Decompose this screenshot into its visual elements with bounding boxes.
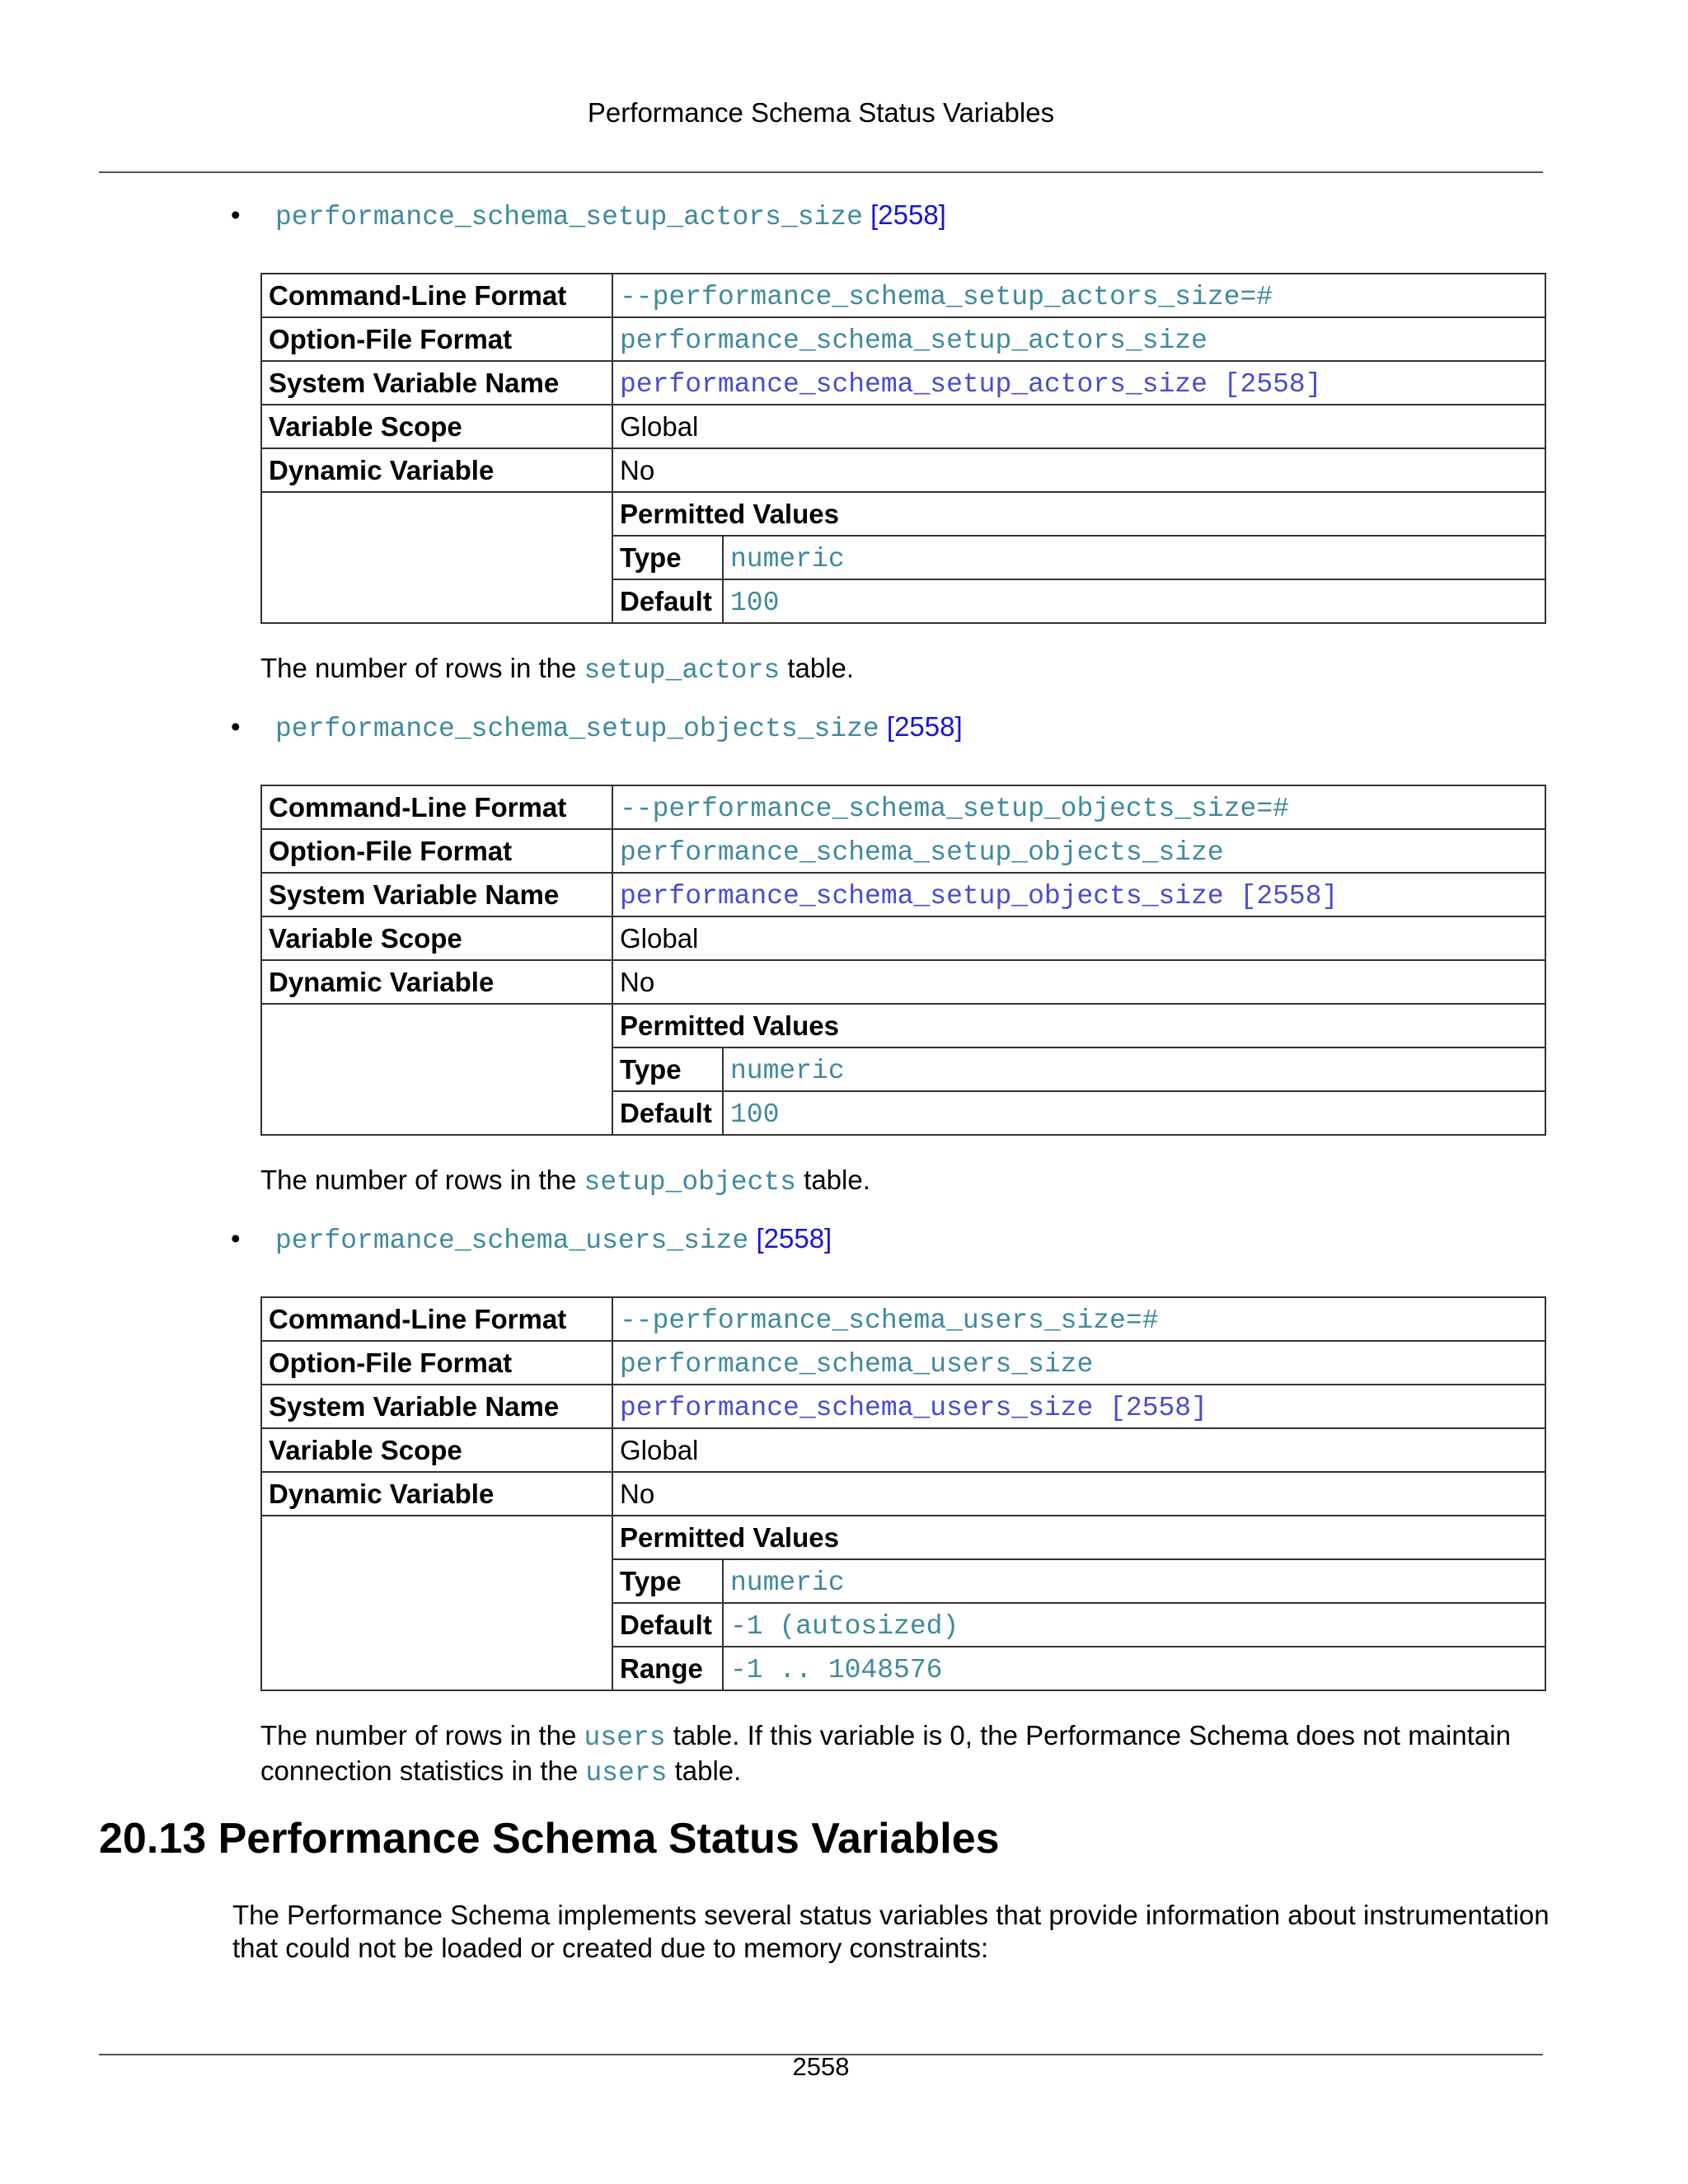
table-row — [261, 274, 1545, 317]
variable-description: The number of rows in the users table. If this variable is 0, the Performance Schema does not maintain connection statistics in the users table. — [260, 1720, 1511, 1788]
bullet-icon: • — [231, 711, 241, 742]
permitted-label: Default — [612, 1603, 723, 1647]
table-row — [261, 873, 1545, 916]
empty-cell — [261, 1004, 612, 1135]
row-label: Dynamic Variable — [261, 960, 612, 1004]
row-label: System Variable Name — [261, 873, 612, 916]
section-title: 20.13 Performance Schema Status Variables — [99, 1815, 1000, 1863]
command-line-format-value[interactable]: --performance_schema_setup_actors_size=# — [620, 281, 1273, 312]
variable-scope-value: Global — [612, 405, 1545, 448]
dynamic-variable-value: No — [612, 1472, 1545, 1516]
table-row — [261, 448, 1545, 492]
command-line-format-value[interactable]: --performance_schema_users_size=# — [620, 1305, 1159, 1336]
table-row — [261, 361, 1545, 405]
table-name-link[interactable]: setup_actors — [584, 655, 781, 686]
variable-scope-value: Global — [612, 916, 1545, 960]
row-label: Command-Line Format — [261, 785, 612, 829]
variable-properties-table — [260, 273, 1546, 624]
page-content — [0, 194, 1688, 1965]
row-label: Variable Scope — [261, 916, 612, 960]
table-row — [261, 1297, 1545, 1341]
table-row — [261, 829, 1545, 873]
permitted-default-value: -1 (autosized) — [730, 1610, 959, 1642]
permitted-type-value: numeric — [730, 1567, 845, 1598]
permitted-default-value: 100 — [730, 1099, 780, 1130]
variable-name-link[interactable]: performance_schema_users_size — [275, 1226, 749, 1256]
page-number: 2558 — [792, 2052, 850, 2081]
bullet-icon: • — [231, 199, 241, 230]
system-variable-name-link[interactable]: performance_schema_setup_objects_size [2558] — [620, 880, 1339, 912]
variable-heading — [231, 194, 1688, 237]
page-header: Performance Schema Status Variables — [587, 97, 1055, 128]
table-row — [261, 960, 1545, 1004]
table-row — [261, 1004, 1545, 1047]
page-ref-link[interactable]: [2558] — [870, 199, 946, 230]
empty-cell — [261, 1516, 612, 1690]
permitted-label: Type — [612, 536, 723, 579]
command-line-format-value[interactable]: --performance_schema_setup_objects_size=# — [620, 793, 1289, 824]
variable-scope-value: Global — [612, 1428, 1545, 1472]
table-row — [261, 317, 1545, 361]
table-row — [261, 1341, 1545, 1385]
permitted-range-value: -1 .. 1048576 — [730, 1654, 943, 1685]
table-row — [261, 405, 1545, 448]
row-label: Option-File Format — [261, 829, 612, 873]
permitted-type-value: numeric — [730, 1055, 845, 1086]
row-label: Dynamic Variable — [261, 448, 612, 492]
table-name-link[interactable]: users — [585, 1758, 668, 1788]
option-file-format-value[interactable]: performance_schema_setup_actors_size — [620, 325, 1207, 356]
table-row — [261, 1516, 1545, 1559]
row-label: System Variable Name — [261, 361, 612, 405]
table-row — [261, 492, 1545, 536]
permitted-label: Type — [612, 1559, 723, 1603]
permitted-default-value: 100 — [730, 587, 780, 618]
variable-properties-table — [260, 785, 1546, 1136]
section-intro: The Performance Schema implements several status variables that provide information about instrumentation that could not be loaded or created due to memory constraints: — [232, 1900, 1550, 1963]
row-label: Command-Line Format — [261, 1297, 612, 1341]
page-ref-link[interactable]: [2558] — [886, 711, 963, 742]
variable-heading — [231, 1217, 1688, 1260]
table-row — [261, 1472, 1545, 1516]
row-label: System Variable Name — [261, 1385, 612, 1428]
permitted-type-value: numeric — [730, 543, 845, 574]
permitted-label: Range — [612, 1647, 723, 1690]
dynamic-variable-value: No — [612, 448, 1545, 492]
permitted-values-heading: Permitted Values — [612, 1516, 1545, 1559]
table-name-link[interactable]: setup_objects — [584, 1167, 796, 1197]
option-file-format-value[interactable]: performance_schema_users_size — [620, 1348, 1094, 1380]
empty-cell — [261, 492, 612, 623]
row-label: Command-Line Format — [261, 274, 612, 317]
table-name-link[interactable]: users — [584, 1722, 666, 1753]
variable-description: The number of rows in the setup_objects table. — [260, 1165, 870, 1197]
permitted-values-heading: Permitted Values — [612, 492, 1545, 536]
bullet-icon: • — [231, 1223, 241, 1254]
row-label: Variable Scope — [261, 405, 612, 448]
table-row — [261, 785, 1545, 829]
header-rule — [99, 171, 1543, 173]
page-ref-link[interactable]: [2558] — [756, 1223, 832, 1254]
system-variable-name-link[interactable]: performance_schema_users_size [2558] — [620, 1392, 1207, 1423]
permitted-values-heading: Permitted Values — [612, 1004, 1545, 1047]
row-label: Option-File Format — [261, 1341, 612, 1385]
row-label: Dynamic Variable — [261, 1472, 612, 1516]
variable-heading — [231, 705, 1688, 748]
variable-name-link[interactable]: performance_schema_setup_objects_size — [275, 714, 879, 744]
permitted-label: Default — [612, 579, 723, 623]
variable-properties-table — [260, 1296, 1546, 1691]
table-row — [261, 1428, 1545, 1472]
row-label: Option-File Format — [261, 317, 612, 361]
permitted-label: Type — [612, 1047, 723, 1091]
table-row — [261, 916, 1545, 960]
table-row — [261, 1385, 1545, 1428]
dynamic-variable-value: No — [612, 960, 1545, 1004]
variable-description: The number of rows in the setup_actors table. — [260, 653, 855, 686]
row-label: Variable Scope — [261, 1428, 612, 1472]
permitted-label: Default — [612, 1091, 723, 1135]
option-file-format-value[interactable]: performance_schema_setup_objects_size — [620, 837, 1224, 868]
system-variable-name-link[interactable]: performance_schema_setup_actors_size [2558] — [620, 368, 1322, 400]
variable-name-link[interactable]: performance_schema_setup_actors_size — [275, 202, 863, 232]
